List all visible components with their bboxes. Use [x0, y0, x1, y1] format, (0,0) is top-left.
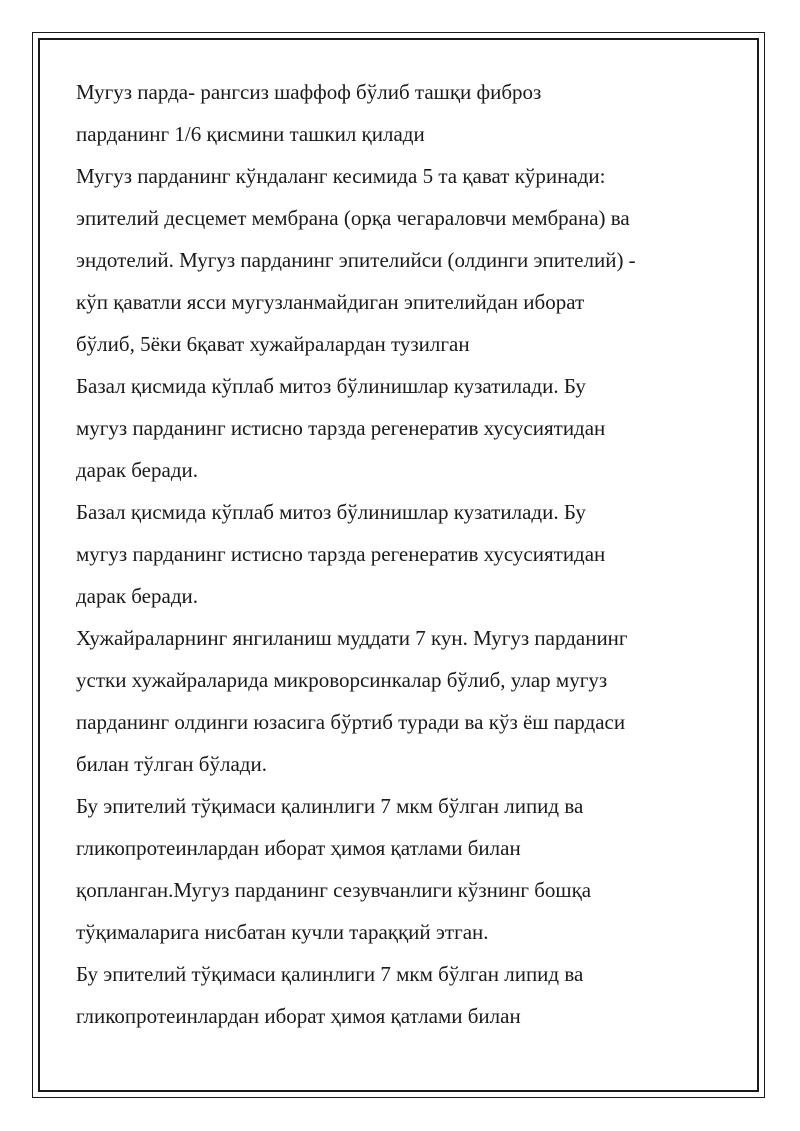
text-line: устки хужайраларида микроворсинкалар бўлиб, улар мугуз [76, 668, 608, 692]
text-line: эндотелий. Мугуз парданинг эпителийси (олдинги эпителий) - [76, 248, 636, 272]
text-line: мугуз парданинг истисно тарзда регенератив хусусиятидан [76, 416, 606, 440]
text-line: бўлиб, 5ёки 6қават хужайралардан тузилган [76, 332, 470, 356]
text-line: мугуз парданинг истисно тарзда регенератив хусусиятидан [76, 542, 606, 566]
text-line: тўқималарига нисбатан кучли тараққий этган. [76, 920, 489, 944]
text-line: Базал қисмида кўплаб митоз бўлинишлар кузатилади. Бу [76, 500, 586, 524]
text-line: қопланган.Мугуз парданинг сезувчанлиги кўзнинг бошқа [76, 878, 592, 902]
text-line: эпителий десцемет мембрана (орқа чегараловчи мембрана) ва [76, 206, 630, 230]
document-body [76, 71, 766, 1037]
text-line: гликопротеинлардан иборат ҳимоя қатлами билан [76, 836, 521, 860]
text-line: дарак беради. [76, 584, 199, 608]
text-line: Бу эпителий тўқимаси қалинлиги 7 мкм бўлган липид ва [76, 794, 584, 818]
text-line: кўп қаватли ясси мугузланмайдиган эпителийдан иборат [76, 290, 585, 314]
text-line: гликопротеинлардан иборат ҳимоя қатлами билан [76, 1004, 521, 1028]
text-line: Хужайраларнинг янгиланиш муддати 7 кун. Мугуз парданинг [76, 626, 628, 650]
text-line: билан тўлган бўлади. [76, 752, 267, 776]
text-line: дарак беради. [76, 458, 199, 482]
text-line: парданинг олдинги юзасига бўртиб туради ва кўз ёш пардаси [76, 710, 626, 734]
text-line: Мугуз парданинг кўндаланг кесимида 5 та қават кўринади: [76, 164, 606, 188]
text-line: парданинг 1/6 қисмини ташкил қилади [76, 122, 425, 146]
text-line: Бу эпителий тўқимаси қалинлиги 7 мкм бўлган липид ва [76, 962, 584, 986]
text-line: Базал қисмида кўплаб митоз бўлинишлар кузатилади. Бу [76, 374, 586, 398]
text-line: Мугуз парда- рангсиз шаффоф бўлиб ташқи фиброз [76, 80, 542, 104]
